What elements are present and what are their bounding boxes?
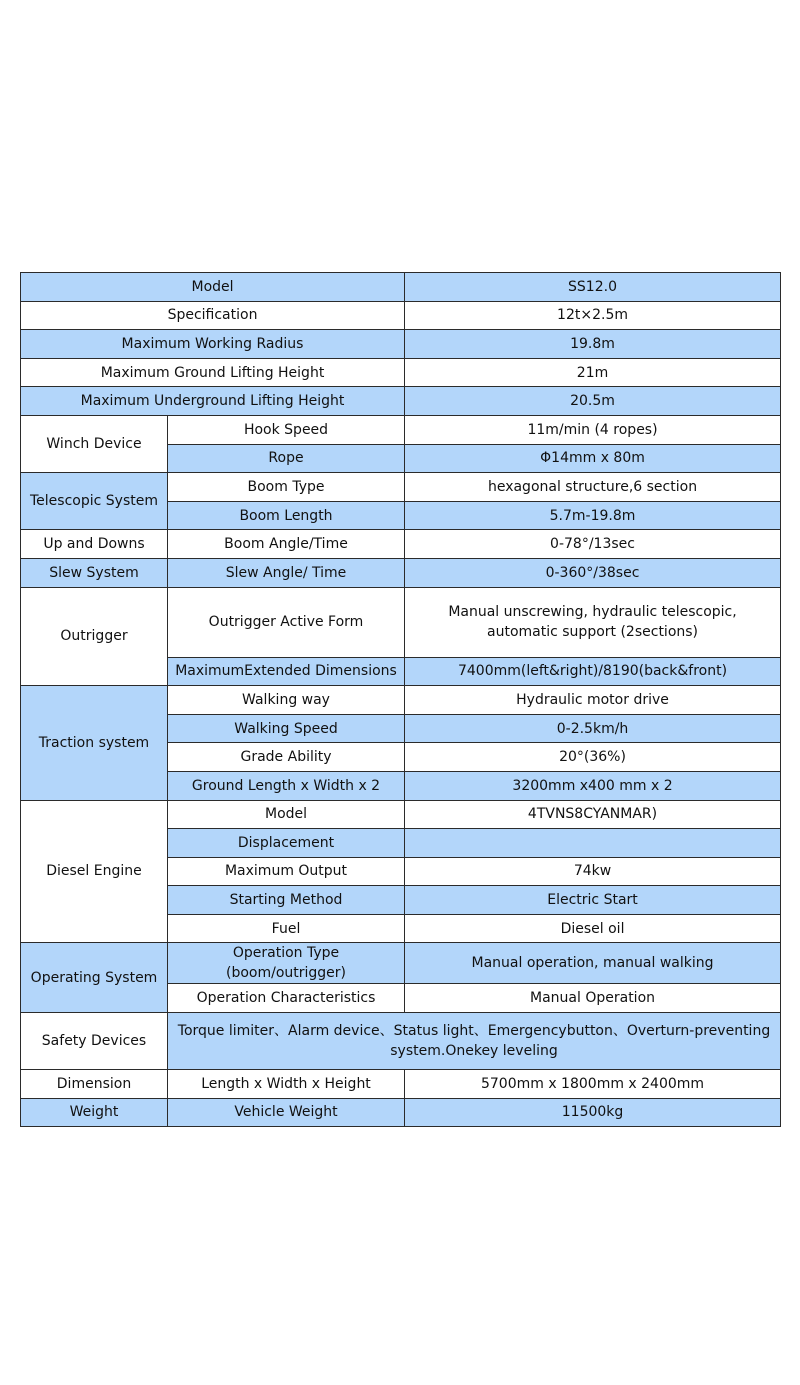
row-sub-label: Vehicle Weight [168,1098,405,1127]
table-row [21,530,781,559]
table-row [21,273,781,302]
row-value: 20.5m [405,387,781,416]
row-sub-label: Boom Angle/Time [168,530,405,559]
table-row [21,943,781,984]
table-row [21,330,781,359]
row-value: Torque limiter、Alarm device、Status light、Emergencybutton、Overturn-preventing system.Onekey leveling [168,1013,781,1070]
table-row [21,387,781,416]
group-label-slew: Slew System [21,558,168,587]
group-label-telescopic: Telescopic System [21,473,168,530]
group-label-safety: Safety Devices [21,1013,168,1070]
row-value: 0-78°/13sec [405,530,781,559]
table-row [21,587,781,657]
row-sub-label: Operation Characteristics [168,984,405,1013]
spec-table [20,272,781,1127]
table-row [21,1098,781,1127]
table-row [21,1070,781,1099]
row-sub-label: Hook Speed [168,415,405,444]
row-sub-label: Operation Type (boom/outrigger) [168,943,405,984]
row-sub-label: MaximumExtended Dimensions [168,657,405,686]
row-sub-label: Starting Method [168,886,405,915]
row-value: Diesel oil [405,914,781,943]
row-sub-label: Outrigger Active Form [168,587,405,657]
row-value: Manual operation, manual walking [405,943,781,984]
row-label: Maximum Ground Lifting Height [21,358,405,387]
table-row [21,558,781,587]
row-value: 12t×2.5m [405,301,781,330]
row-label: Maximum Working Radius [21,330,405,359]
row-value: 5700mm x 1800mm x 2400mm [405,1070,781,1099]
row-sub-label: Model [168,800,405,829]
row-sub-label: Grade Ability [168,743,405,772]
row-value: Manual unscrewing, hydraulic telescopic, automatic support (2sections) [405,587,781,657]
row-sub-label: Length x Width x Height [168,1070,405,1099]
row-value: 11500kg [405,1098,781,1127]
table-row [21,473,781,502]
group-label-diesel: Diesel Engine [21,800,168,943]
table-row [21,800,781,829]
row-value: 5.7m-19.8m [405,501,781,530]
row-value: Manual Operation [405,984,781,1013]
row-sub-label: Fuel [168,914,405,943]
row-value: 3200mm x400 mm x 2 [405,771,781,800]
group-label-operating: Operating System [21,943,168,1013]
group-label-winch: Winch Device [21,415,168,472]
row-sub-label: Walking way [168,686,405,715]
row-sub-label: Slew Angle/ Time [168,558,405,587]
row-value: Hydraulic motor drive [405,686,781,715]
table-row [21,301,781,330]
row-value: hexagonal structure,6 section [405,473,781,502]
row-sub-label: Maximum Output [168,857,405,886]
group-label-updown: Up and Downs [21,530,168,559]
row-value: 20°(36%) [405,743,781,772]
row-value: 11m/min (4 ropes) [405,415,781,444]
row-label: Model [21,273,405,302]
row-value: 74kw [405,857,781,886]
row-value: 0-2.5km/h [405,714,781,743]
table-row [21,358,781,387]
row-sub-label: Displacement [168,829,405,858]
row-value: 0-360°/38sec [405,558,781,587]
row-value: 4TVNS8CYANMAR) [405,800,781,829]
table-row [21,1013,781,1070]
row-sub-label: Boom Length [168,501,405,530]
row-value: Φ14mm x 80m [405,444,781,473]
row-value [405,829,781,858]
table-row [21,686,781,715]
row-value: SS12.0 [405,273,781,302]
row-sub-label: Boom Type [168,473,405,502]
group-label-dimension: Dimension [21,1070,168,1099]
group-label-outrigger: Outrigger [21,587,168,686]
row-sub-label: Rope [168,444,405,473]
row-sub-label: Ground Length x Width x 2 [168,771,405,800]
row-sub-label: Walking Speed [168,714,405,743]
row-value: Electric Start [405,886,781,915]
group-label-weight: Weight [21,1098,168,1127]
row-value: 21m [405,358,781,387]
row-value: 19.8m [405,330,781,359]
row-label: Maximum Underground Lifting Height [21,387,405,416]
row-label: Specification [21,301,405,330]
row-value: 7400mm(left&right)/8190(back&front) [405,657,781,686]
group-label-traction: Traction system [21,686,168,800]
table-row [21,415,781,444]
